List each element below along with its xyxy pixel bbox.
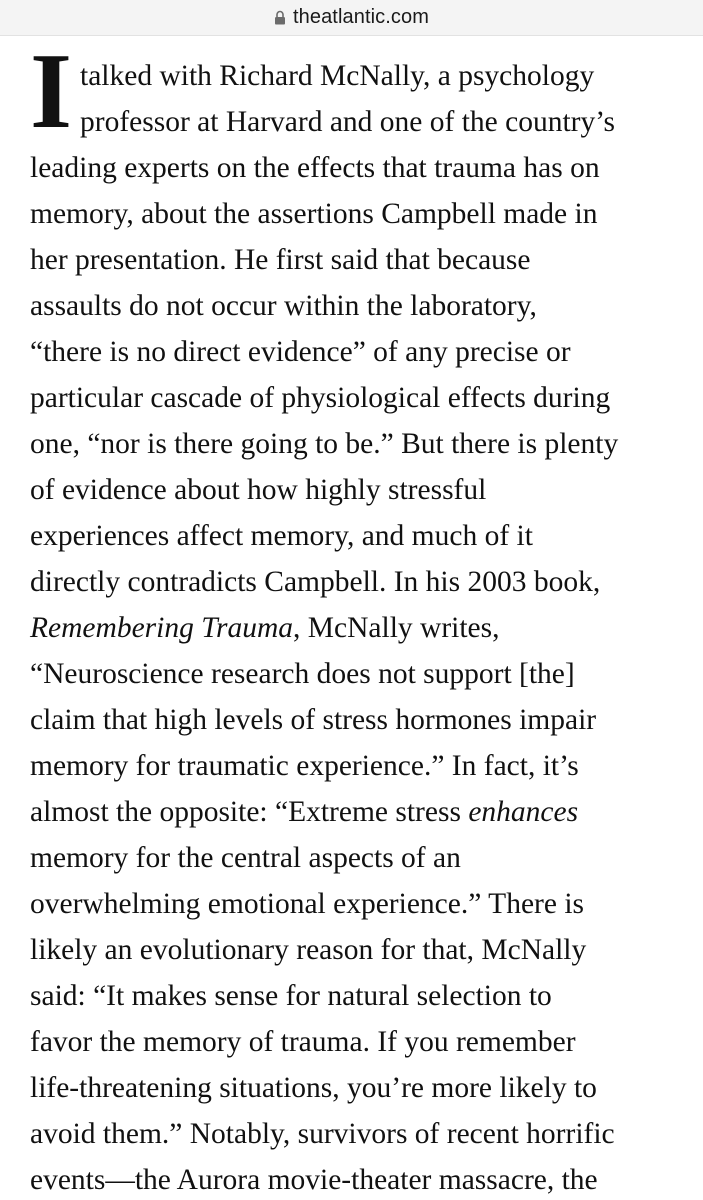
browser-address-bar[interactable]: [0, 0, 703, 36]
text-run: talked with Richard McNally, a psychology: [80, 60, 595, 92]
text-run: memory, about the assertions Campbell made in: [30, 198, 598, 230]
url-text: theatlantic.com: [292, 6, 429, 28]
text-run: her presentation. He first said that because: [30, 244, 531, 276]
paragraph-line: [30, 927, 586, 973]
paragraph-line: [30, 145, 600, 191]
text-run: overwhelming emotional experience.” There is: [30, 888, 585, 920]
paragraph-line: [30, 651, 575, 697]
text-run: particular cascade of physiological effects during: [30, 382, 611, 414]
text-run: “there is no direct evidence” of any precise or: [30, 336, 571, 368]
text-run: events—the Aurora movie-theater massacre, the: [30, 1164, 598, 1196]
text-run: likely an evolutionary reason for that, McNally: [30, 934, 587, 966]
italic-text: enhances: [468, 796, 579, 828]
article-body: [0, 36, 703, 1200]
paragraph-line: [30, 743, 579, 789]
paragraph-line: [30, 881, 584, 927]
text-run: “Neuroscience research does not support [the]: [30, 658, 575, 690]
text-run: experiences affect memory, and much of it: [30, 520, 533, 552]
paragraph-line: [30, 973, 552, 1019]
text-run: memory for traumatic experience.” In fact, it’s: [30, 750, 579, 782]
text-run: avoid them.” Notably, survivors of recent horrific: [30, 1118, 615, 1150]
paragraph-line: [30, 697, 596, 743]
lock-icon: [274, 10, 286, 25]
text-run: memory for the central aspects of an: [30, 842, 461, 874]
paragraph-line: [30, 237, 531, 283]
paragraph-line: [30, 375, 610, 421]
text-run: leading experts on the effects that trauma has on: [30, 152, 600, 184]
text-run: said: “It makes sense for natural selection to: [30, 980, 552, 1012]
drop-cap: I: [30, 52, 73, 132]
text-run: , McNally writes,: [293, 612, 500, 644]
paragraph-line: [30, 1019, 576, 1065]
paragraph-line: [30, 421, 618, 467]
paragraph-line: [30, 191, 597, 237]
paragraph-line: [30, 513, 533, 559]
url-display[interactable]: [274, 6, 429, 29]
text-run: professor at Harvard and one of the country’s: [80, 106, 615, 138]
text-run: directly contradicts Campbell. In his 2003 book,: [30, 566, 601, 598]
text-run: almost the opposite: “Extreme stress: [30, 796, 469, 828]
text-run: favor the memory of trauma. If you remember: [30, 1026, 576, 1058]
text-run: life-threatening situations, you’re more likely to: [30, 1072, 597, 1104]
paragraph-line: [30, 605, 500, 651]
paragraph-line: [30, 789, 578, 835]
paragraph-line: [30, 329, 571, 375]
paragraph-line: [30, 467, 486, 513]
text-run: claim that high levels of stress hormones impair: [30, 704, 597, 736]
paragraph-line: [30, 1065, 597, 1111]
text-run: one, “nor is there going to be.” But there is plenty: [30, 428, 619, 460]
paragraph-line: [30, 1111, 615, 1157]
paragraph-line: [30, 835, 461, 881]
paragraph-line: [80, 99, 615, 145]
paragraph-line: [80, 53, 594, 99]
paragraph-line: [30, 559, 600, 605]
paragraph-line: [30, 1157, 598, 1200]
text-run: of evidence about how highly stressful: [30, 474, 487, 506]
text-run: assaults do not occur within the laboratory,: [30, 290, 537, 322]
italic-text: Remembering Trauma: [30, 612, 294, 644]
paragraph-line: [30, 283, 537, 329]
